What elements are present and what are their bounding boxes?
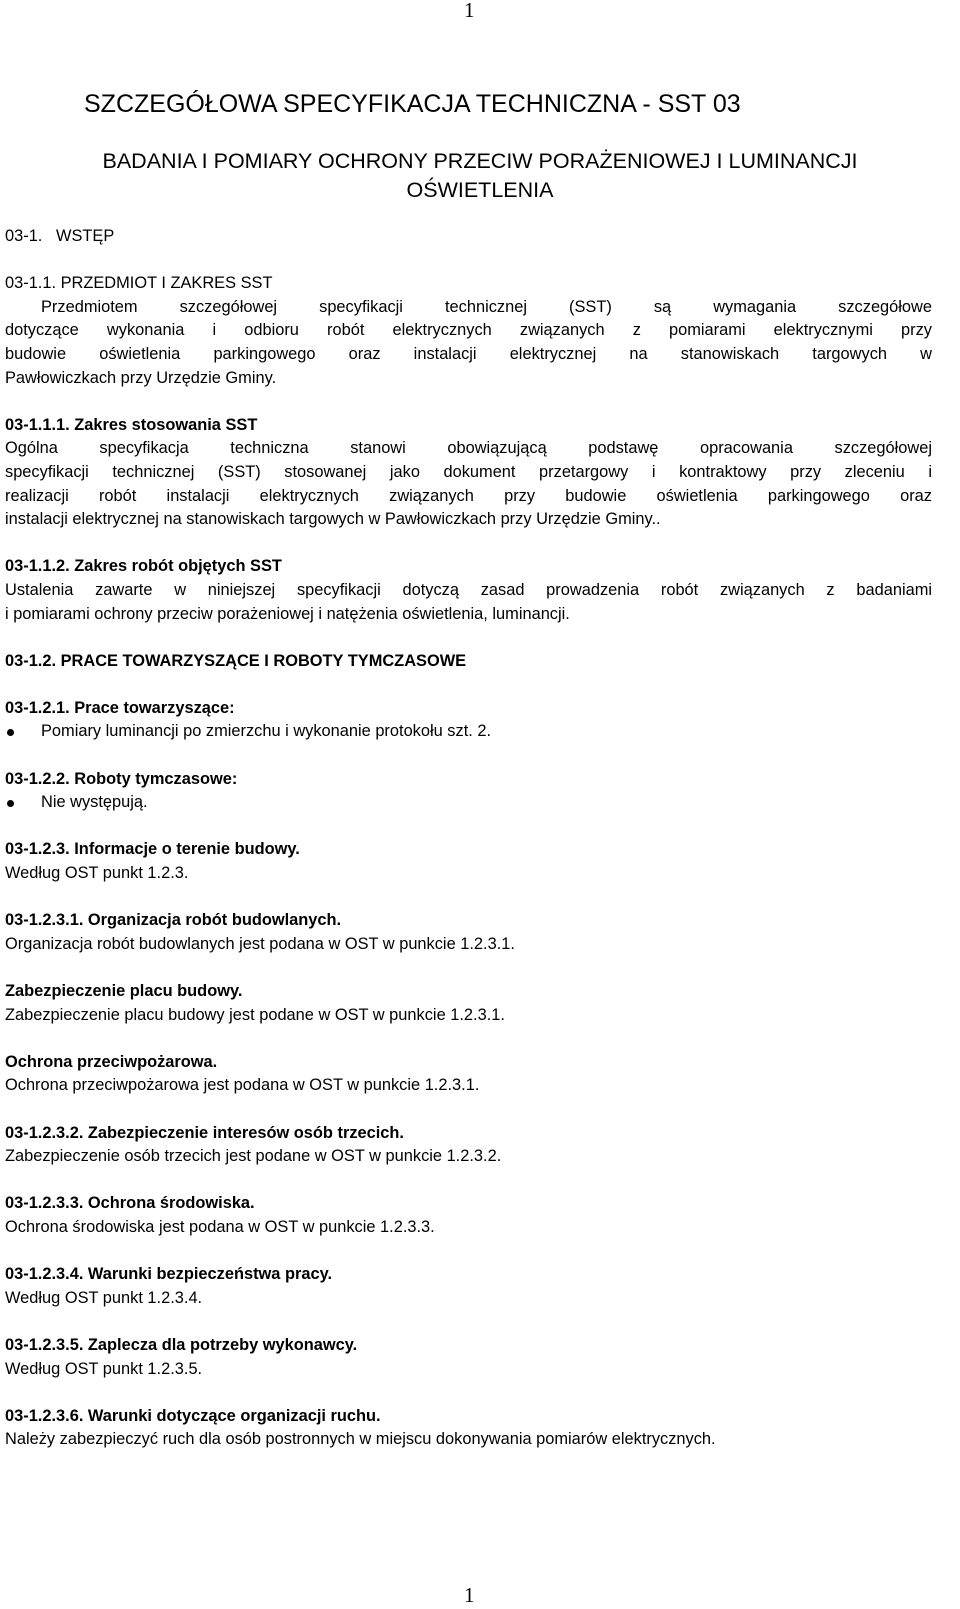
section-heading: 03-1. WSTĘP	[5, 227, 115, 245]
section-heading: 03-1.1.1. Zakres stosowania SST	[5, 415, 258, 434]
page-number-top: 1	[464, 0, 475, 22]
paragraph-line: Ochrona środowiska jest podana w OST w punkcie 1.2.3.3.	[5, 1217, 435, 1236]
bullet-text: Pomiary luminancji po zmierzchu i wykonanie protokołu szt. 2.	[41, 722, 492, 741]
paragraph-line: budowie oświetlenia parkingowego oraz instalacji elektrycznej na stanowiskach targowych w	[5, 344, 932, 363]
section-heading: 03-1.2.3.5. Zaplecza dla potrzeby wykonawcy.	[5, 1335, 358, 1354]
paragraph-line: Ogólna specyfikacja techniczna stanowi obowiązującą podstawę opracowania szczegółowej	[5, 439, 932, 458]
bullet-icon	[7, 729, 14, 736]
section-heading: 03-1.2.3.6. Warunki dotyczące organizacji ruchu.	[5, 1406, 381, 1425]
paragraph-line: Zabezpieczenie placu budowy jest podane w OST w punkcie 1.2.3.1.	[5, 1005, 505, 1024]
section-heading: 03-1.2.2. Roboty tymczasowe:	[5, 769, 238, 788]
document-subtitle	[0, 147, 960, 205]
document-body	[5, 225, 932, 1452]
section-heading: 03-1.2.3.1. Organizacja robót budowlanych.	[5, 911, 342, 930]
section-heading: 03-1.2.3.3. Ochrona środowiska.	[5, 1194, 255, 1213]
paragraph-line: Należy zabezpieczyć ruch dla osób postronnych w miejscu dokonywania pomiarów elektrycznych.	[5, 1430, 716, 1449]
paragraph-line: Ustalenia zawarte w niniejszej specyfikacji dotyczą zasad prowadzenia robót związanych z badaniami	[5, 580, 932, 599]
paragraph-line: Według OST punkt 1.2.3.5.	[5, 1359, 203, 1378]
section-heading: Ochrona przeciwpożarowa.	[5, 1052, 218, 1071]
bullet-text: Nie występują.	[41, 793, 148, 812]
paragraph-line: Zabezpieczenie osób trzecich jest podane w OST w punkcie 1.2.3.2.	[5, 1147, 502, 1166]
paragraph-line: specyfikacji technicznej (SST) stosowanej jako dokument przetargowy i kontraktowy przy zleceniu i	[5, 462, 932, 481]
bullet-item	[5, 720, 932, 744]
subtitle-line: BADANIA I POMIARY OCHRONY PRZECIW PORAŻENIOWEJ I LUMINANCJI	[102, 149, 858, 173]
subtitle-line: OŚWIETLENIA	[406, 178, 554, 202]
section-heading: 03-1.1. PRZEDMIOT I ZAKRES SST	[5, 274, 273, 293]
paragraph-line: realizacji robót instalacji elektrycznych związanych przy budowie oświetlenia parkingowego oraz	[5, 486, 932, 505]
bullet-item	[5, 791, 932, 815]
section-heading: 03-1.2. PRACE TOWARZYSZĄCE I ROBOTY TYMCZASOWE	[5, 651, 467, 670]
document-title: SZCZEGÓŁOWA SPECYFIKACJA TECHNICZNA - SST 03	[84, 90, 741, 118]
paragraph-line: Organizacja robót budowlanych jest podana w OST w punkcie 1.2.3.1.	[5, 934, 515, 953]
section-heading: Zabezpieczenie placu budowy.	[5, 982, 243, 1000]
paragraph-line: Ochrona przeciwpożarowa jest podana w OST w punkcie 1.2.3.1.	[5, 1076, 480, 1095]
paragraph-line: Według OST punkt 1.2.3.	[5, 864, 189, 883]
paragraph-line: Według OST punkt 1.2.3.4.	[5, 1288, 203, 1307]
paragraph-line: dotyczące wykonania i odbioru robót elektrycznych związanych z pomiarami elektrycznymi przy	[5, 321, 932, 340]
bullet-icon	[7, 800, 14, 807]
section-heading: 03-1.2.3.4. Warunki bezpieczeństwa pracy.	[5, 1265, 333, 1284]
paragraph-line: Pawłowiczkach przy Urzędzie Gminy.	[5, 368, 277, 387]
paragraph-line: instalacji elektrycznej na stanowiskach targowych w Pawłowiczkach przy Urzędzie Gminy..	[5, 510, 661, 529]
paragraph-line: i pomiarami ochrony przeciw porażeniowej i natężenia oświetlenia, luminancji.	[5, 604, 570, 623]
page-number-bottom: 1	[464, 1583, 475, 1607]
section-heading: 03-1.2.3. Informacje o terenie budowy.	[5, 840, 300, 859]
section-heading: 03-1.2.3.2. Zabezpieczenie interesów osób trzecich.	[5, 1123, 404, 1142]
paragraph-line: Przedmiotem szczegółowej specyfikacji technicznej (SST) są wymagania szczegółowe	[41, 297, 932, 316]
section-heading: 03-1.1.2. Zakres robót objętych SST	[5, 557, 282, 576]
section-heading: 03-1.2.1. Prace towarzyszące:	[5, 698, 235, 717]
